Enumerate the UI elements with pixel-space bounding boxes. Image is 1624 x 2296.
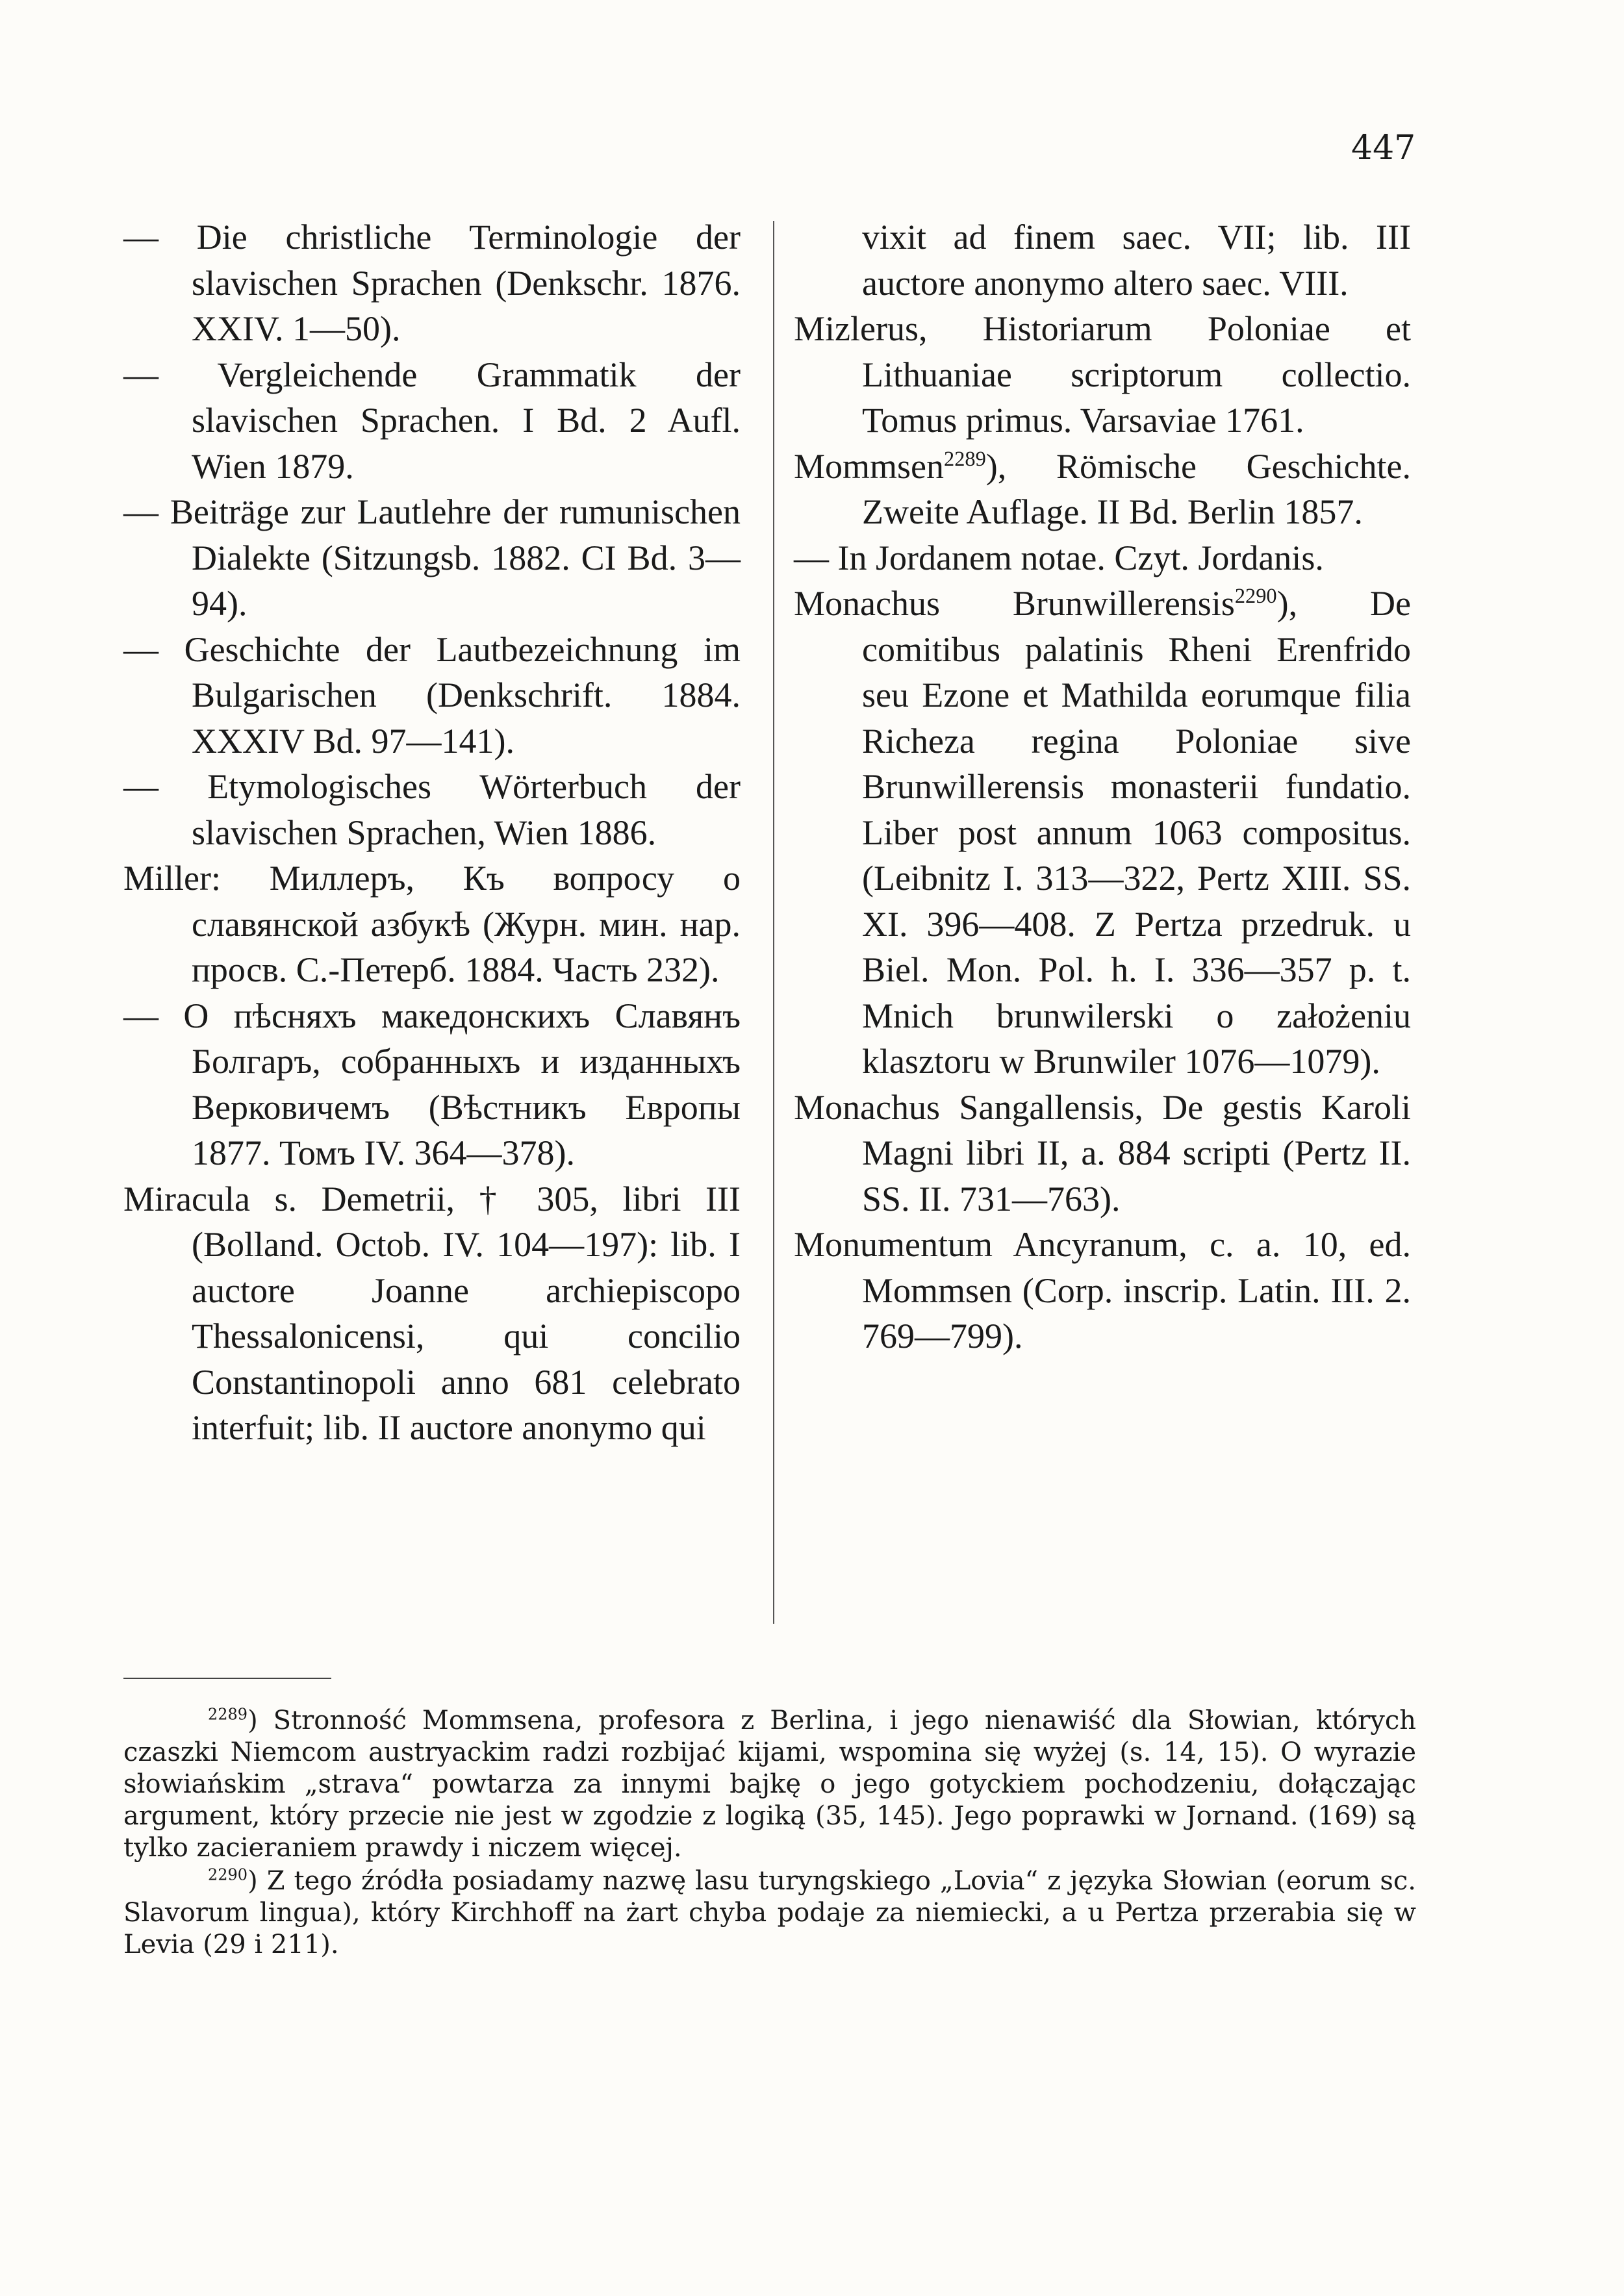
bibliography-entry: — Geschichte der Lautbezeichnung im Bulgarischen (Denkschrift. 1884. XXXIV Bd. 97—141). — [123, 629, 741, 761]
bibliography-entry: — О пѣсняхъ македонскихъ Славянъ Болгаръ, собранныхъ и изданныхъ Верковичемъ (Вѣстникъ Европы 1877. Томъ IV. 364—378). — [123, 996, 741, 1172]
footnote-number: 2289 — [208, 1705, 248, 1724]
footnote-number: 2290 — [208, 1865, 248, 1884]
bibliography-entry: Monachus Sangallensis, De gestis Karoli Magni libri II, a. 884 scripti (Pertz II. SS. II. 731—763). — [794, 1087, 1411, 1218]
footnote — [123, 1705, 1416, 1864]
bibliography-entry-continuation: vixit ad finem saec. VII; lib. III auctore anonymo altero saec. VIII. — [862, 218, 1411, 303]
entry-author: Mommsen — [794, 446, 945, 486]
left-column — [123, 214, 741, 1451]
footnote-text: ) Stronność Mommsena, profesora z Berlina, i jego nienawiść dla Słowian, których czaszki Niemcom austryackim radzi rozbijać kijami, wspomina się wyżej (s. 14, 15). O wyrazie słowiańskim „strava“ powtarza za innymi bajkę o jego gotyckiem pochodzeniu, dołączając argument, który przecie nie jest w zgodzie z logiką (35, 145). Jego poprawki w Jornand. (169) są tylko zacieraniem prawdy i niczem więcej. — [123, 1706, 1416, 1863]
bibliography-entry — [794, 581, 1411, 1085]
entry-author: Monachus Brunwillerensis — [794, 584, 1235, 623]
entry-text: ), De comitibus palatinis Rheni Erenfrido seu Ezone et Mathilda eorumque filia Richeza regina Poloniae sive Brunwillerensis monasterii fundatio. Liber post annum 1063 compositus. (Leibnitz I. 313—322, Pertz XIII. SS. XI. 396—408. Z Pertza przedruk. u Biel. Mon. Pol. h. I. 336—357 p. t. Mnich brunwilerski o założeniu klasztoru w Brunwiler 1076—1079). — [862, 584, 1411, 1081]
bibliography-entry: — Vergleichende Grammatik der slavischen Sprachen. I Bd. 2 Aufl. Wien 1879. — [123, 355, 741, 486]
page-number: 447 — [1351, 129, 1416, 168]
right-column — [794, 214, 1411, 1359]
bibliography-entry: Miller: Миллеръ, Къ вопросу о славянской азбукѣ (Журн. мин. нар. просв. С.-Петерб. 1884. Часть 232). — [123, 859, 741, 989]
bibliography-entry: — In Jordanem notae. Czyt. Jordanis. — [794, 538, 1324, 577]
bibliography-entry: Miracula s. Demetrii, † 305, libri III (Bolland. Octob. IV. 104—197): lib. I auctore Joanne archiepiscopo Thessalonicensi, qui concilio Constantinopoli anno 681 celebrato interfuit; lib. II auctore anonymo qui — [123, 1179, 741, 1447]
bibliography-entry: — Beiträge zur Lautlehre der rumunischen Dialekte (Sitzungsb. 1882. CI Bd. 3—94). — [123, 492, 741, 623]
bibliography-entry: Mizlerus, Historiarum Poloniae et Lithuaniae scriptorum collectio. Tomus primus. Varsaviae 1761. — [794, 309, 1411, 440]
bibliography-entry: — Die christliche Terminologie der slavischen Sprachen (Denkschr. 1876. XXIV. 1—50). — [123, 218, 741, 348]
footnotes — [123, 1705, 1416, 1962]
footnote-separator — [123, 1678, 331, 1679]
footnote-reference: 2289 — [944, 447, 986, 471]
bibliography-entry: Monumentum Ancyranum, c. a. 10, ed. Mommsen (Corp. inscrip. Latin. III. 2. 769—799). — [794, 1225, 1411, 1356]
footnote — [123, 1865, 1416, 1961]
footnote-text: ) Z tego źródła posiadamy nazwę lasu turyngskiego „Lovia“ z języka Słowian (eorum sc. Slavorum lingua), który Kirchhoff na żart chyba podaje za niemiecki, a u Pertza przerabia się w Levia (29 i 211). — [123, 1866, 1416, 1960]
entry-text: ), Römische Geschichte. Zweite Auflage. II Bd. Berlin 1857. — [862, 446, 1411, 531]
bibliography-entry — [794, 444, 1411, 535]
bibliography-entry: — Etymologisches Wörterbuch der slavischen Sprachen, Wien 1886. — [123, 767, 741, 852]
footnote-reference: 2290 — [1234, 585, 1277, 608]
column-divider — [773, 221, 774, 1624]
